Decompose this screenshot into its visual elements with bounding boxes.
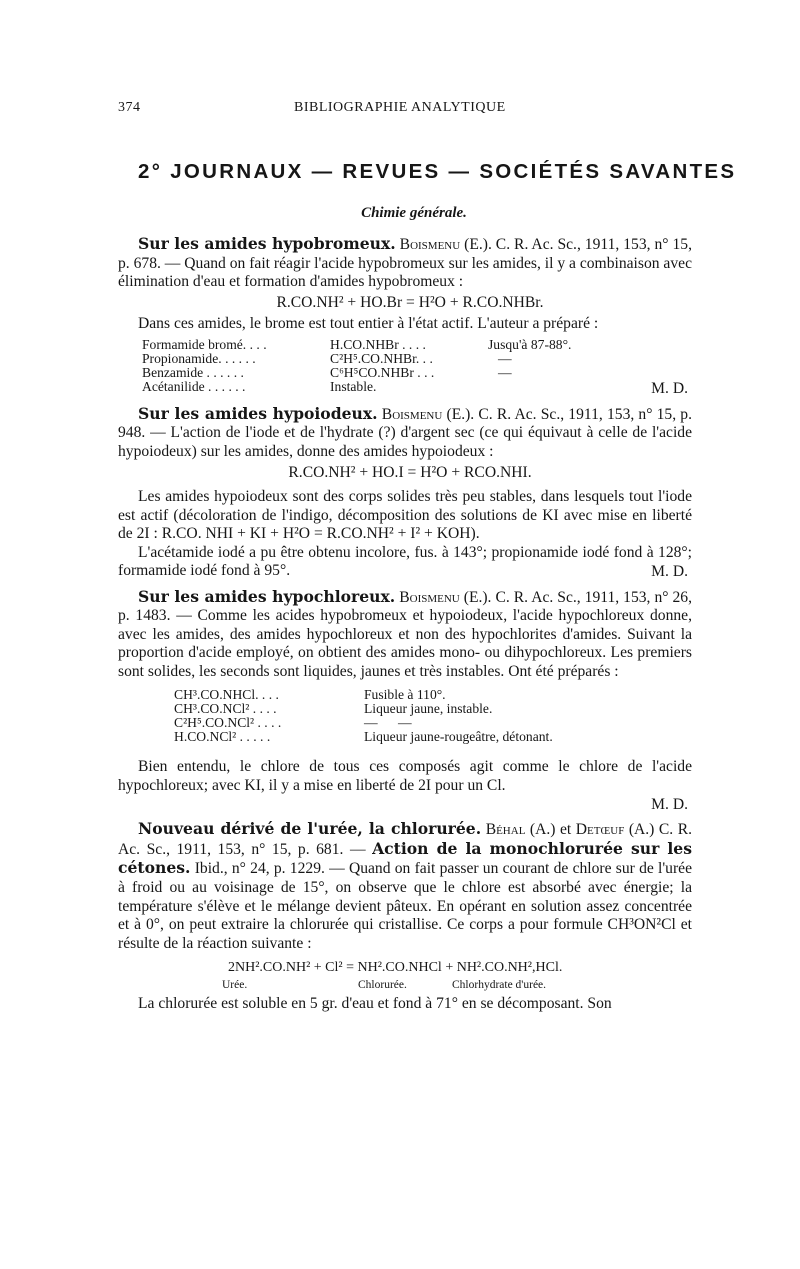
table-row	[174, 688, 553, 702]
page-number: 374	[118, 100, 141, 115]
table-cell: Liqueur jaune-rougeâtre, détonant.	[364, 729, 553, 745]
table-cell: Acétanilide . . . . . .	[142, 378, 246, 394]
table-cell: Instable.	[330, 378, 377, 394]
table-cell: CH³.CO.NHCl. . . .	[174, 687, 279, 703]
table-cell: C²H⁵.CO.NCl² . . . .	[174, 715, 282, 731]
table-row	[174, 702, 553, 716]
subsection-label: Chimie générale.	[361, 205, 467, 221]
article4-author-b: Detœuf	[575, 821, 625, 839]
article2-ref: (E.). C. R. Ac. Sc., 1911, 153, n° 15, p. 948. — L'action de l'iode et de l'hydrate (?) d'argent sec (ce qui équivaut à celle de l'acide hypoiodeux) sur les amides, donne des amides hypoiodeux :	[118, 405, 693, 460]
article3-text2: Bien entendu, le chlore de tous ces composés agit comme le chlore de l'acide hypochloreux; avec KI, il y a mise en liberté de 2I pour un Cl.	[118, 758, 692, 795]
article4-equation: 2NH².CO.NH² + Cl² = NH².CO.NHCl + NH².CO.NH²,HCl.	[228, 960, 563, 976]
page-header	[118, 100, 692, 124]
article1-author: Boismenu	[399, 236, 461, 253]
table-cell: — —	[364, 715, 412, 731]
article1-equation: R.CO.NH² + HO.Br = H²O + R.CO.NHBr.	[276, 293, 544, 311]
article3-author: Boismenu	[399, 588, 460, 606]
table-row	[142, 338, 571, 352]
table-cell: —	[498, 350, 512, 366]
table-cell: —	[498, 364, 512, 380]
article2-signature: M. D.	[651, 562, 688, 580]
article4-equation-labels	[118, 976, 692, 992]
table-cell: Jusqu'à 87-88°.	[488, 336, 572, 352]
article4-title: Nouveau dérivé de l'urée, la chlorurée.	[138, 819, 482, 839]
article3-paragraph	[118, 588, 692, 682]
article2-paragraph	[118, 405, 692, 462]
article4-text-last: La chlorurée est soluble en 5 gr. d'eau et fond à 71° en se décomposant. Son	[138, 995, 612, 1013]
running-title: BIBLIOGRAPHIE ANALYTIQUE	[294, 100, 506, 115]
table-cell: CH³.CO.NCl² . . . .	[174, 701, 277, 717]
article4-author-a: Béhal	[485, 821, 526, 839]
table-cell: H.CO.NCl² . . . . .	[174, 729, 271, 745]
article1-paragraph	[118, 235, 692, 292]
article2-author: Boismenu	[381, 405, 443, 423]
article3-signature: M. D.	[651, 795, 688, 813]
table-cell: C²H⁵.CO.NHBr. . .	[330, 350, 433, 366]
equation-label-chlorouree: Chlorurée.	[358, 979, 407, 992]
article1-text2: Dans ces amides, le brome est tout entier à l'état actif. L'auteur a préparé :	[138, 315, 599, 333]
article4-text: Ibid., n° 24, p. 1229. — Quand on fait passer un courant de chlore sur de l'urée à froid ou au voisinage de 15°, on observe que le chlore est absorbé avec énergie; la température s'élève et le mélange devient pâteux. En opérant en solution assez concentrée et à 0°, on peut extraire la chlorurée qui cristallise. Ce corps a pour formule CH³ON²Cl et résulte de la réaction suivante :	[118, 860, 692, 952]
table-cell: Propionamide. . . . . .	[142, 350, 256, 366]
subsection-heading	[0, 205, 800, 222]
table-cell: Fusible à 110°.	[364, 687, 446, 703]
article4-equation-block	[118, 959, 692, 992]
table-row	[174, 716, 553, 730]
article1-title: Sur les amides hypobromeux.	[138, 234, 396, 253]
article4-paragraph	[118, 820, 692, 953]
article2-text2: Les amides hypoiodeux sont des corps solides très peu stables, dans lesquels tout l'iode est actif (décoloration de l'indigo, décomposition des solutions de KI avec mise en liberté de 2I : R.CO. NHI + KI + H²O = R.CO.NH² + I² + KOH).	[118, 487, 692, 543]
article3-table	[174, 688, 553, 744]
section-title: 2° JOURNAUX — REVUES — SOCIÉTÉS SAVANTES	[138, 160, 737, 183]
article2-text3: L'acétamide iodé a pu être obtenu incolore, fus. à 143°; propionamide iodé fond à 128°; formamide iodé fond à 95°.	[118, 543, 692, 580]
article4-ref: (A.) C. R. Ac. Sc., 1911, 153, n° 15, p. 681. —	[118, 821, 692, 858]
article1-ref: (E.). C. R. Ac. Sc., 1911, 153, n° 15, p. 678. — Quand on fait réagir l'acide hypobromeux sur les amides, il y a combinaison avec élimination d'eau et formation d'amides hypobromeux :	[118, 236, 692, 291]
table-row	[142, 352, 571, 366]
equation-label-chlorhydrate: Chlorhydrate d'urée.	[452, 979, 547, 992]
table-cell: Liqueur jaune, instable.	[364, 701, 493, 717]
table-row	[174, 730, 553, 744]
article3-ref: (E.). C. R. Ac. Sc., 1911, 153, n° 26, p. 1483. — Comme les acides hypobromeux et hypoiodeux, l'acide hypochloreux donne, avec les amides, des amides hypochloreux et non des hypochlorites d'amides. Suivant la proportion d'acide employé, on obtient des amides mono- ou dihypochloreux. Les premiers sont solides, les seconds sont liquides, jaunes et très instables. Ont été préparés :	[118, 588, 692, 680]
article4-title2: Action de la monochlorurée sur les cétones.	[118, 838, 692, 878]
article2-title: Sur les amides hypoiodeux.	[138, 403, 378, 423]
table-cell: Formamide bromé. . . .	[142, 336, 267, 352]
article2-equation: R.CO.NH² + HO.I = H²O + RCO.NHI.	[288, 464, 532, 482]
table-cell: Benzamide . . . . . .	[142, 364, 244, 380]
table-cell: C⁶H⁵CO.NHBr . . .	[330, 364, 435, 380]
equation-label-uree: Urée.	[222, 979, 248, 992]
table-cell: H.CO.NHBr . . . .	[330, 336, 426, 352]
table-row	[142, 366, 571, 380]
article4-authors-mid: (A.) et	[525, 821, 576, 839]
article1-signature: M. D.	[651, 379, 688, 397]
article-body	[118, 235, 692, 1014]
article3-title: Sur les amides hypochloreux.	[138, 586, 396, 606]
